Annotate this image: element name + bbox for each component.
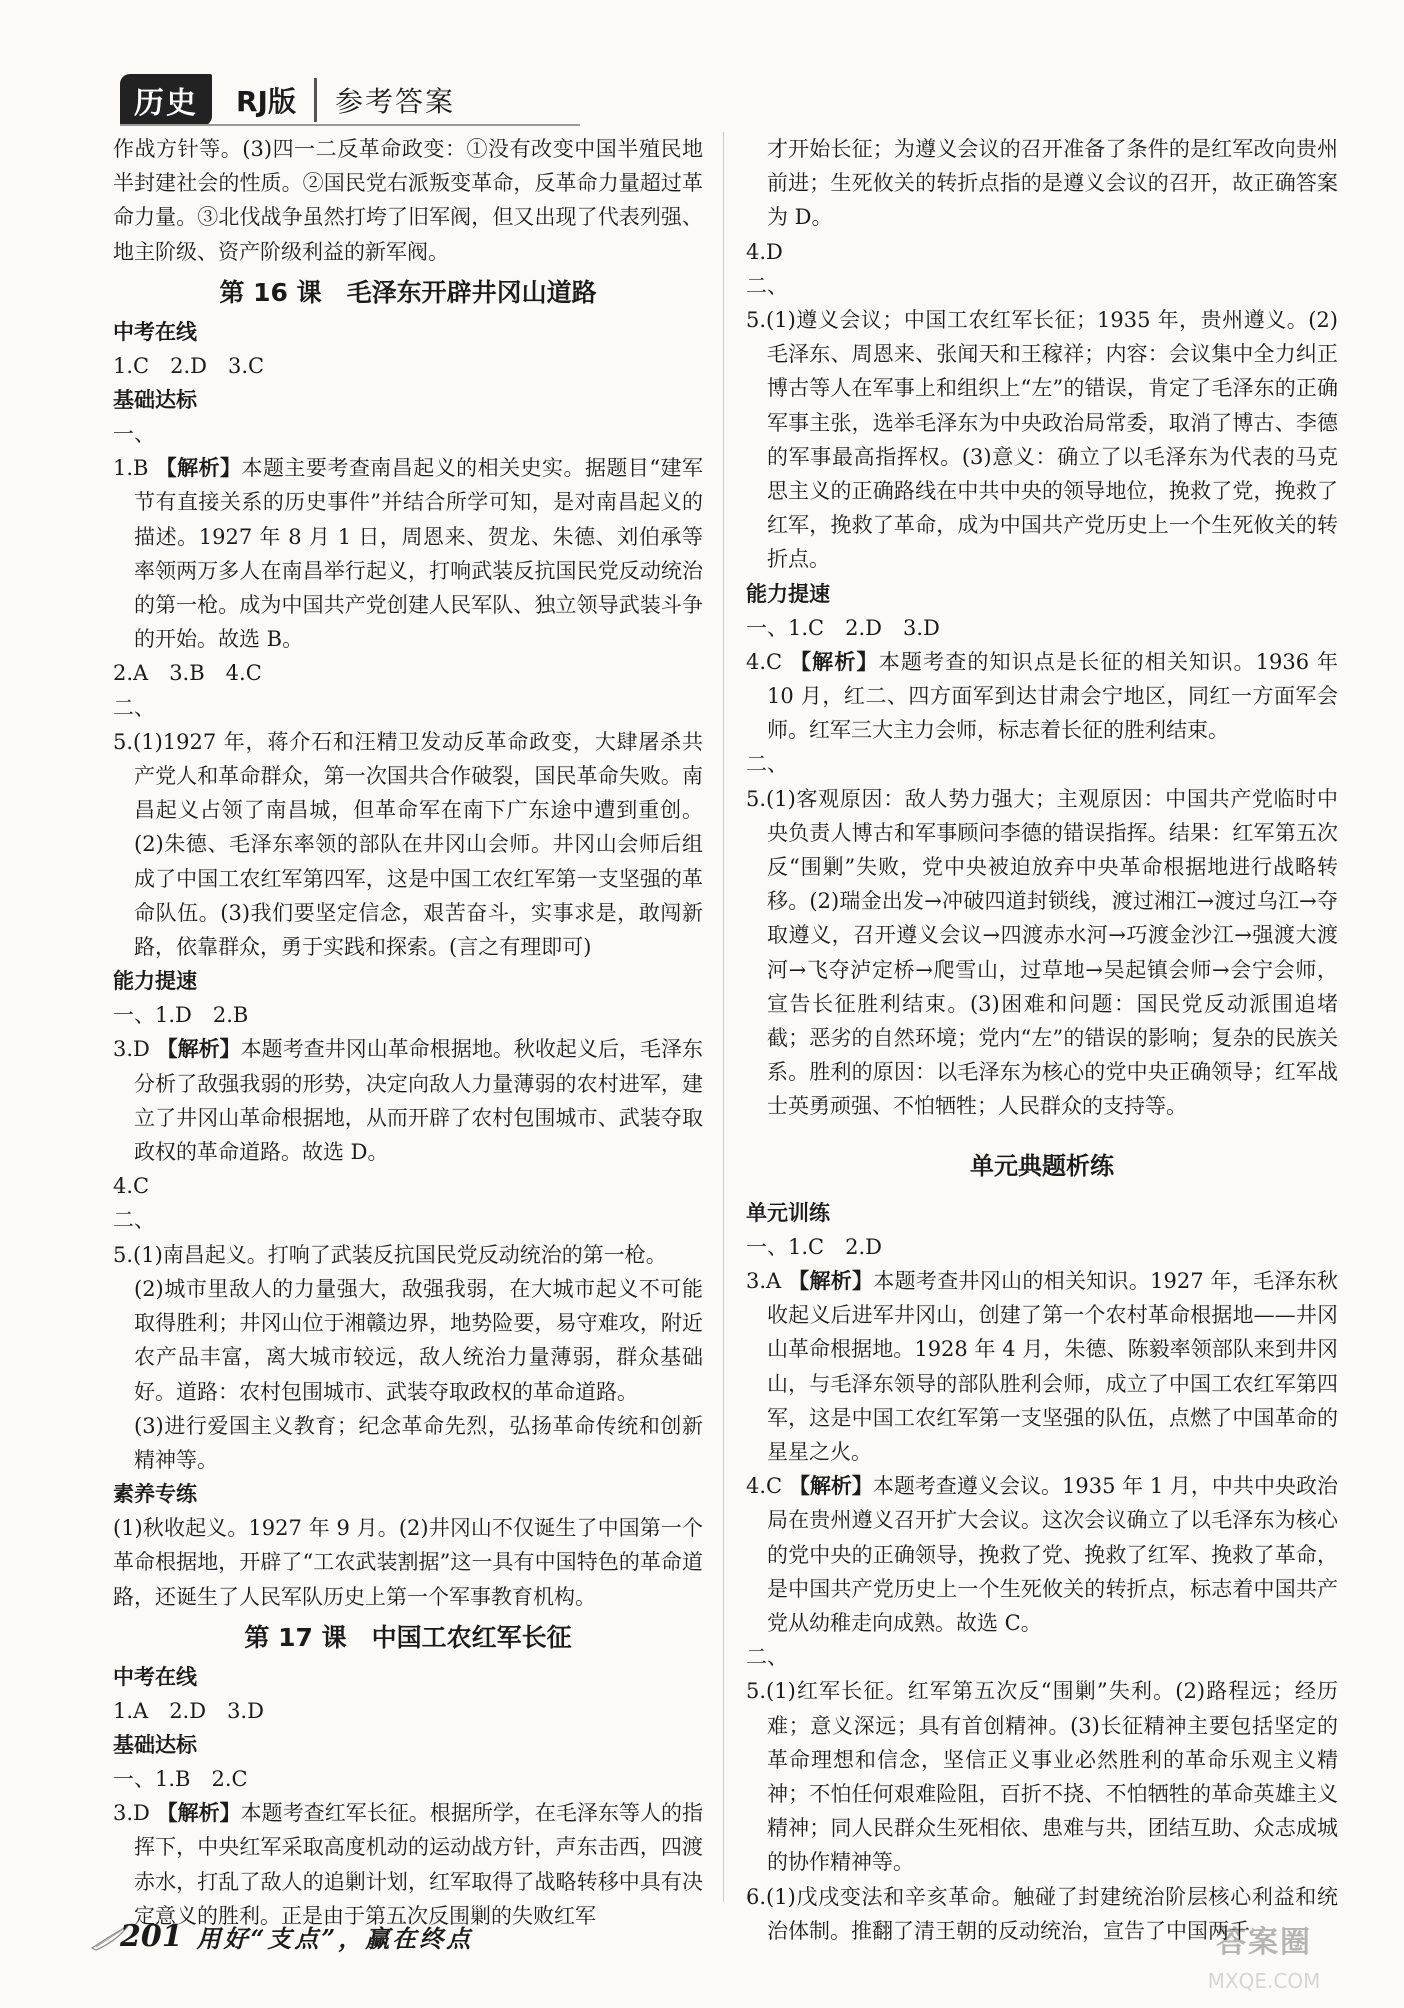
- answer-item: 5.(1)1927 年，蒋介石和汪精卫发动反革命政变，大肆屠杀共产党人和革命群众，第一次国共合作破裂，国民革命失败。南昌起义占领了南昌城，但革命军在南下广东途中遭到重创。(2)朱德、毛泽东率领的部队在井冈山会师。井冈山会师后组成了中国工农红军第四军，这是中国工农红军第一支坚强的革命队伍。(3)我们要坚定信念，艰苦奋斗，实事求是，敢闯新路，依靠群众，勇于实践和探索。(言之有理即可): [113, 729, 703, 960]
- unit-section-title: 单元典题析练: [970, 1151, 1114, 1180]
- page-number: 201: [120, 1918, 183, 1954]
- part-marker: 二、: [746, 752, 788, 777]
- lesson-16-title: 第 16 课 毛泽东开辟井冈山道路: [219, 277, 597, 307]
- answer-line: 4.C: [113, 1174, 150, 1199]
- answer-number: 1.B: [113, 456, 149, 481]
- analysis-tag: 【解析】: [788, 1474, 873, 1499]
- answer-item: 5.(1)红军长征。红军第五次反“围剿”失利。(2)路程远；经历难；意义深远；具有首创精神。(3)长征精神主要包括坚定的革命理想和信念，坚信正义事业必然胜利的革命乐观主义精神；不怕任何艰难险阻，百折不挠、不怕牺牲的革命英雄主义精神；同人民群众生死相依、患难与共，团结互助、众志成城的协作精神等。: [746, 1679, 1338, 1875]
- subject-badge: 历史: [120, 74, 212, 126]
- answer-item: 6.(1)戊戌变法和辛亥革命。触碰了封建统治阶层核心利益和统治体制。推翻了清王朝的反动统治，宣告了中国两千: [746, 1884, 1338, 1943]
- part-marker: 二、: [746, 1645, 788, 1670]
- part-marker: 二、: [113, 695, 155, 720]
- answer-number: 4.C: [746, 649, 783, 674]
- section-heading: 素养专练: [113, 1482, 197, 1507]
- analysis-text: 本题主要考查南昌起义的相关史实。据题目“建军节有直接关系的历史事件”并结合所学可知，是对南昌起义的描述。1927 年 8 月 1 日，周恩来、贺龙、朱德、刘伯承等率领两万多人在南昌举行起义，打响武装反抗国民党反动统治的第一枪。成为中国共产党创建人民军队、独立领导武装斗争的开始。故选 B。: [134, 456, 704, 652]
- answer-item: [113, 1032, 703, 1169]
- analysis-text: 本题考查井冈山的相关知识。1927 年，毛泽东秋收起义后进军井冈山，创建了第一个农村革命根据地——井冈山革命根据地。1928 年 4 月，朱德、陈毅率领部队来到井冈山，与毛泽东领导的部队胜利会师，成立了中国工农红军第四军，这是中国工农红军第一支坚强的队伍，点燃了中国革命的星星之火。: [767, 1268, 1338, 1464]
- answer-line: 一、1.B 2.C: [113, 1766, 248, 1791]
- analysis-tag: 【解析】: [155, 456, 242, 481]
- continued-paragraph: 才开始长征；为遵义会议的召开准备了条件的是红军改向贵州前进；生死攸关的转折点指的是遵义会议的召开，故正确答案为 D。: [767, 137, 1338, 230]
- answer-line: 2.A 3.B 4.C: [113, 661, 262, 686]
- analysis-text: 本题考查的知识点是长征的相关知识。1936 年 10 月，红二、四方面军到达甘肃会宁地区，同红一方面军会师。红军三大主力会师，标志着长征的胜利结束。: [767, 649, 1338, 743]
- section-heading: 基础达标: [113, 388, 197, 413]
- answer-line: 1.C 2.D 3.C: [113, 353, 265, 378]
- watermark-title: 答案圈: [1216, 1925, 1312, 1960]
- section-heading: 单元训练: [746, 1200, 830, 1225]
- watermark-url: MXQE.COM: [1207, 1969, 1321, 1993]
- answer-line: 一、1.D 2.B: [113, 1003, 249, 1028]
- answer-item: [746, 1469, 1338, 1640]
- analysis-text: 本题考查井冈山革命根据地。秋收起义后，毛泽东分析了敌强我弱的形势，决定向敌人力量薄弱的农村进军，建立了井冈山革命根据地，从而开辟了农村包围城市、武装夺取政权的革命道路。故选 D。: [134, 1037, 704, 1165]
- header-title: 参考答案: [334, 85, 455, 118]
- right-column: [746, 132, 1338, 1948]
- part-marker: 二、: [746, 273, 788, 298]
- answer-number: 3.D: [113, 1037, 150, 1062]
- section-heading: 能力提速: [746, 581, 830, 606]
- answer-line: 一、1.C 2.D 3.D: [746, 615, 940, 640]
- answer-number: 4.C: [746, 1474, 783, 1499]
- answer-number: 3.D: [113, 1801, 150, 1826]
- section-heading: 中考在线: [113, 1664, 197, 1689]
- answer-subitem: (3)进行爱国主义教育；纪念革命先烈，弘扬革命传统和创新精神等。: [134, 1413, 703, 1472]
- column-divider: [723, 132, 724, 1902]
- answer-item: 5.(1)客观原因：敌人势力强大；主观原因：中国共产党临时中央负责人博古和军事顾问李德的错误指挥。结果：红军第五次反“围剿”失败，党中央被迫放弃中央革命根据地进行战略转移。(2)瑞金出发→冲破四道封锁线，渡过湘江→渡过乌江→夺取遵义，召开遵义会议→四渡赤水河→巧渡金沙江→强渡大渡河→飞夺泸定桥→爬雪山，过草地→吴起镇会师→会宁会师，宣告长征胜利结束。(3)困难和问题：国民党反动派围追堵截；恶劣的自然环境；党内“左”的错误的影响；复杂的民族关系。胜利的原因：以毛泽东为核心的党中央正确领导；红军战士英勇顽强、不怕牺牲；人民群众的支持等。: [746, 786, 1338, 1119]
- section-heading: 基础达标: [113, 1732, 197, 1757]
- lesson-17-title: 第 17 课 中国工农红军长征: [244, 1622, 572, 1652]
- answer-item: [113, 1796, 703, 1933]
- part-marker: 二、: [113, 1208, 155, 1233]
- answer-item: 5.(1)遵义会议；中国工农红军长征；1935 年，贵州遵义。(2)毛泽东、周恩来、张闻天和王稼祥；内容：会议集中全力纠正博古等人在军事上和组织上“左”的错误，肯定了毛泽东的正确军事主张，选举毛泽东为中央政治局常委，取消了博古、李德的军事最高指挥权。(3)意义：确立了以毛泽东为代表的马克思主义的正确路线在中共中央的领导地位，挽救了党，挽救了红军，挽救了革命，成为中国共产党历史上一个生死攸关的转折点。: [746, 308, 1338, 572]
- analysis-tag: 【解析】: [156, 1801, 241, 1826]
- analysis-tag: 【解析】: [789, 649, 879, 674]
- edition-label: RJ版: [226, 78, 317, 122]
- answer-item: (1)秋收起义。1927 年 9 月。(2)井冈山不仅诞生了中国第一个革命根据地，开辟了“工农武装割据”这一具有中国特色的革命道路，还诞生了人民军队历史上第一个军事教育机构。: [113, 1516, 703, 1609]
- answer-item: [746, 1264, 1338, 1469]
- answer-line: 1.A 2.D 3.D: [113, 1698, 264, 1723]
- analysis-text: 本题考查遵义会议。1935 年 1 月，中共中央政治局在贵州遵义召开扩大会议。这次会议确立了以毛泽东为核心的党中央的正确领导，挽救了党、挽救了红军、挽救了革命，是中国共产党历史上一个生死攸关的转折点，标志着中国共产党从幼稚走向成熟。故选 C。: [767, 1474, 1338, 1635]
- answer-line: 一、1.C 2.D: [746, 1234, 882, 1259]
- watermark-logo: [1154, 1910, 1374, 2000]
- section-heading: 能力提速: [113, 969, 197, 994]
- analysis-text: 本题考查红军长征。根据所学，在毛泽东等人的指挥下，中央红军采取高度机动的运动战方针，声东击西，四渡赤水，打乱了敌人的追剿计划，红军取得了战略转移中具有决定意义的胜利。正是由于第五次反围剿的失败红军: [134, 1801, 704, 1928]
- answer-subitem: (2)城市里敌人的力量强大，敌强我弱，在大城市起义不可能取得胜利；井冈山位于湘赣边界，地势险要，易守难攻，附近农产品丰富，离大城市较远，敌人统治力量薄弱，群众基础好。道路：农村包围城市、武装夺取政权的革命道路。: [134, 1276, 703, 1404]
- header-rule: [120, 124, 580, 126]
- page-header: [120, 72, 455, 128]
- intro-paragraph: 作战方针等。(3)四一二反革命政变：①没有改变中国半殖民地半封建社会的性质。②国民党右派叛变革命，反革命力量超过革命力量。③北伐战争虽然打垮了旧军阀，但又出现了代表列强、地主阶级、资产阶级利益的新军阀。: [113, 137, 703, 264]
- section-heading: 中考在线: [113, 319, 197, 344]
- page-footer: [120, 1916, 473, 1956]
- left-column: [113, 132, 703, 1933]
- analysis-tag: 【解析】: [788, 1268, 874, 1293]
- answer-number: 3.A: [746, 1268, 782, 1293]
- answer-line: 4.D: [746, 239, 783, 264]
- part-marker: 一、: [113, 422, 155, 447]
- analysis-tag: 【解析】: [156, 1037, 241, 1062]
- answer-item: [113, 451, 703, 656]
- answer-item: [746, 645, 1338, 748]
- footer-slogan: 用好“支点”，赢在终点: [196, 1923, 474, 1953]
- answer-item: 5.(1)南昌起义。打响了武装反抗国民党反动统治的第一枪。: [113, 1242, 667, 1267]
